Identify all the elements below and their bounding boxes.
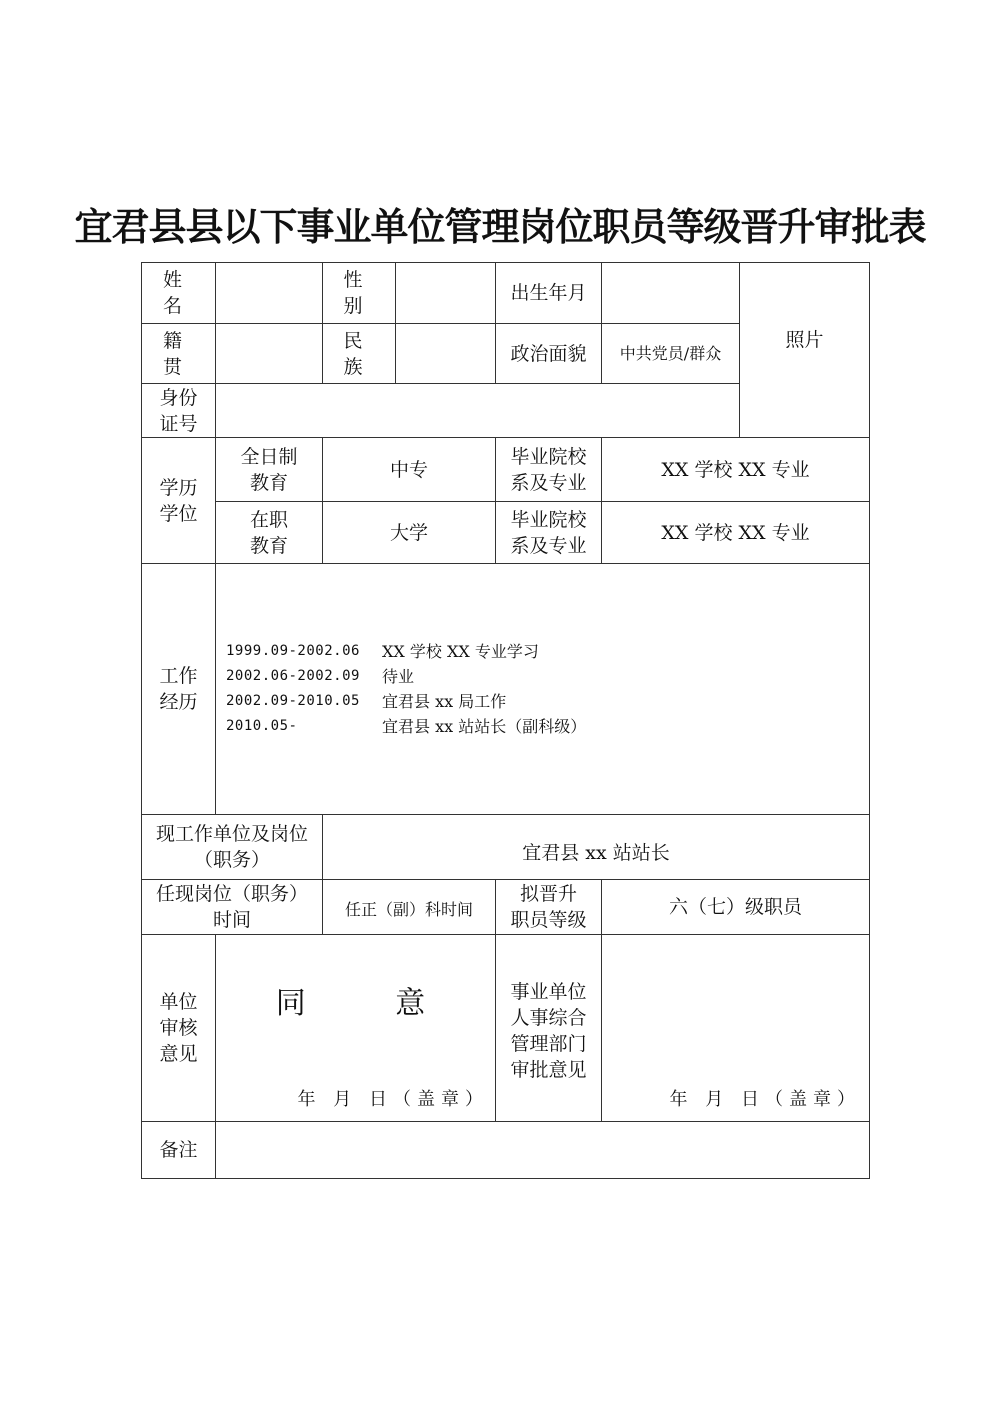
grade-field[interactable]: 六（七）级职员 bbox=[602, 880, 870, 935]
fulltime-school-field[interactable]: XX 学校 XX 专业 bbox=[602, 438, 870, 502]
onjob-school-label: 毕业院校 系及专业 bbox=[496, 502, 602, 564]
education-label: 学历 学位 bbox=[142, 438, 216, 564]
photo-label: 照片 bbox=[785, 329, 824, 351]
promote-label: 拟晋升 职员等级 bbox=[496, 880, 602, 935]
work-history-date: 2010.05- bbox=[226, 718, 298, 734]
id-label: 身份 证号 bbox=[142, 384, 216, 438]
work-history-row bbox=[226, 689, 869, 714]
political-label: 政治面貌 bbox=[496, 324, 602, 384]
work-history-label: 工作 经历 bbox=[142, 564, 216, 815]
work-history-date: 1999.09-2002.06 bbox=[226, 643, 360, 659]
fulltime-school-label: 毕业院校 系及专业 bbox=[496, 438, 602, 502]
onjob-degree-field[interactable]: 大学 bbox=[323, 502, 496, 564]
hr-stamp-line: 年 月 日（盖章） bbox=[669, 1089, 861, 1110]
hr-approval-field[interactable] bbox=[602, 935, 870, 1122]
political-field[interactable]: 中共党员/群众 bbox=[602, 324, 740, 384]
page-title: 宜君县县以下事业单位管理岗位职员等级晋升审批表 bbox=[74, 204, 926, 249]
onjob-school-field[interactable]: XX 学校 XX 专业 bbox=[602, 502, 870, 564]
work-history-desc: 宜君县 xx 局工作 bbox=[382, 692, 507, 711]
name-field[interactable] bbox=[216, 263, 323, 324]
name-label: 姓 名 bbox=[142, 263, 216, 324]
native-field[interactable] bbox=[216, 324, 323, 384]
review-opinion-text: 同 意 bbox=[275, 986, 466, 1021]
work-history-row bbox=[226, 664, 869, 689]
work-history-list bbox=[226, 639, 869, 739]
fulltime-degree-field[interactable]: 中专 bbox=[323, 438, 496, 502]
tenure-field[interactable]: 任正（副）科时间 bbox=[323, 880, 496, 935]
review-stamp-line: 年 月 日（盖章） bbox=[297, 1089, 489, 1110]
tenure-label: 任现岗位（职务） 时间 bbox=[142, 880, 323, 935]
work-history-desc: XX 学校 XX 专业学习 bbox=[382, 642, 539, 661]
remark-field[interactable] bbox=[216, 1122, 870, 1179]
work-history-date: 2002.06-2002.09 bbox=[226, 668, 360, 684]
remark-label: 备注 bbox=[142, 1122, 216, 1179]
review-opinion-field[interactable] bbox=[216, 935, 496, 1122]
birth-label: 出生年月 bbox=[496, 263, 602, 324]
fulltime-label: 全日制 教育 bbox=[216, 438, 323, 502]
unit-label: 现工作单位及岗位 （职务） bbox=[142, 815, 323, 880]
work-history-desc: 待业 bbox=[382, 667, 415, 686]
birth-field[interactable] bbox=[602, 263, 740, 324]
work-history-row bbox=[226, 714, 869, 739]
unit-field[interactable]: 宜君县 xx 站站长 bbox=[323, 815, 870, 880]
ethnic-field[interactable] bbox=[396, 324, 496, 384]
work-history-date: 2002.09-2010.05 bbox=[226, 693, 360, 709]
work-history-row bbox=[226, 639, 869, 664]
id-number-field[interactable] bbox=[216, 384, 740, 438]
work-history-desc: 宜君县 xx 站站长（副科级） bbox=[382, 717, 587, 736]
ethnic-label: 民 族 bbox=[323, 324, 396, 384]
gender-label: 性 别 bbox=[323, 263, 396, 324]
onjob-label: 在职 教育 bbox=[216, 502, 323, 564]
photo-cell[interactable] bbox=[740, 263, 870, 438]
hr-approval-label: 事业单位 人事综合 管理部门 审批意见 bbox=[496, 935, 602, 1122]
work-history-field[interactable] bbox=[216, 564, 870, 815]
review-label: 单位 审核 意见 bbox=[142, 935, 216, 1122]
approval-form-table bbox=[141, 262, 870, 1179]
gender-field[interactable] bbox=[396, 263, 496, 324]
native-label: 籍 贯 bbox=[142, 324, 216, 384]
